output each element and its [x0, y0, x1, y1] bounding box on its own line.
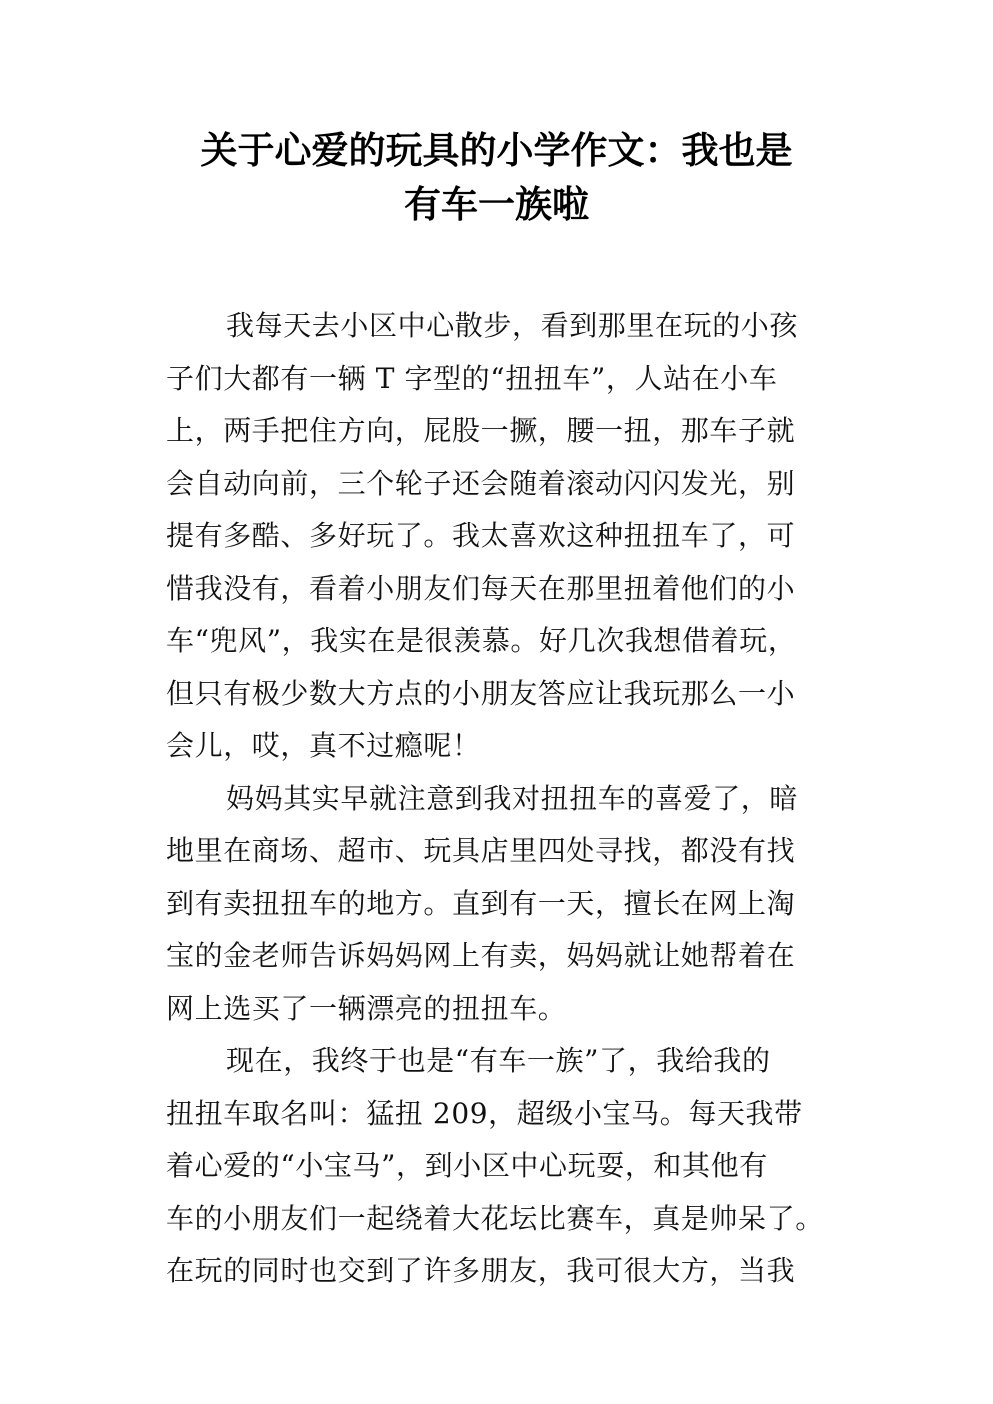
- text-line: 会自动向前，三个轮子还会随着滚动闪闪发光，别: [166, 466, 796, 500]
- text-line: 现在，我终于也是“有车一族”了，我给我的: [226, 1044, 771, 1077]
- text-line: 扭扭车取名叫：猛扭 209，超级小宝马。每天我带: [166, 1096, 803, 1130]
- text-line: 地里在商场、超市、玩具店里四处寻找，都没有找: [166, 834, 796, 867]
- text-line: 惜我没有，看着小朋友们每天在那里扭着他们的小: [166, 571, 796, 605]
- text-line: 着心爱的“小宝马”，到小区中心玩耍，和其他有: [166, 1149, 768, 1182]
- text-line: 车“兜风”，我实在是很羡慕。好几次我想借着玩，: [166, 624, 797, 657]
- text-line: 网上选买了一辆漂亮的扭扭车。: [166, 991, 567, 1025]
- text-line: 到有卖扭扭车的地方。直到有一天，擅长在网上淘: [166, 886, 796, 920]
- text-line: 但只有极少数大方点的小朋友答应让我玩那么一小: [166, 676, 796, 710]
- title-line: 关于心爱的玩具的小学作文：我也是: [200, 129, 793, 172]
- title-line: 有车一族啦: [404, 183, 589, 226]
- document-body: [166, 300, 856, 1298]
- text-line: 妈妈其实早就注意到我对扭扭车的喜爱了，暗: [226, 781, 799, 815]
- text-line: 宝的金老师告诉妈妈网上有卖，妈妈就让她帮着在: [166, 939, 796, 972]
- text-line: 车的小朋友们一起绕着大花坛比赛车，真是帅呆了。: [166, 1201, 824, 1235]
- text-line: 子们大都有一辆 T 字型的“扭扭车”，人站在小车: [166, 361, 778, 395]
- paragraph-1: [166, 300, 856, 773]
- paragraph-3: [166, 1035, 856, 1298]
- text-line: 提有多酷、多好玩了。我太喜欢这种扭扭车了，可: [166, 519, 796, 552]
- text-line: 上，两手把住方向，屁股一撅，腰一扭，那车子就: [166, 414, 796, 447]
- document-title: [0, 124, 993, 232]
- text-line: 会儿，哎，真不过瘾呢！: [166, 729, 481, 762]
- text-line: 在玩的同时也交到了许多朋友，我可很大方，当我: [166, 1254, 796, 1287]
- text-line: 我每天去小区中心散步，看到那里在玩的小孩: [226, 309, 799, 342]
- paragraph-2: [166, 773, 856, 1036]
